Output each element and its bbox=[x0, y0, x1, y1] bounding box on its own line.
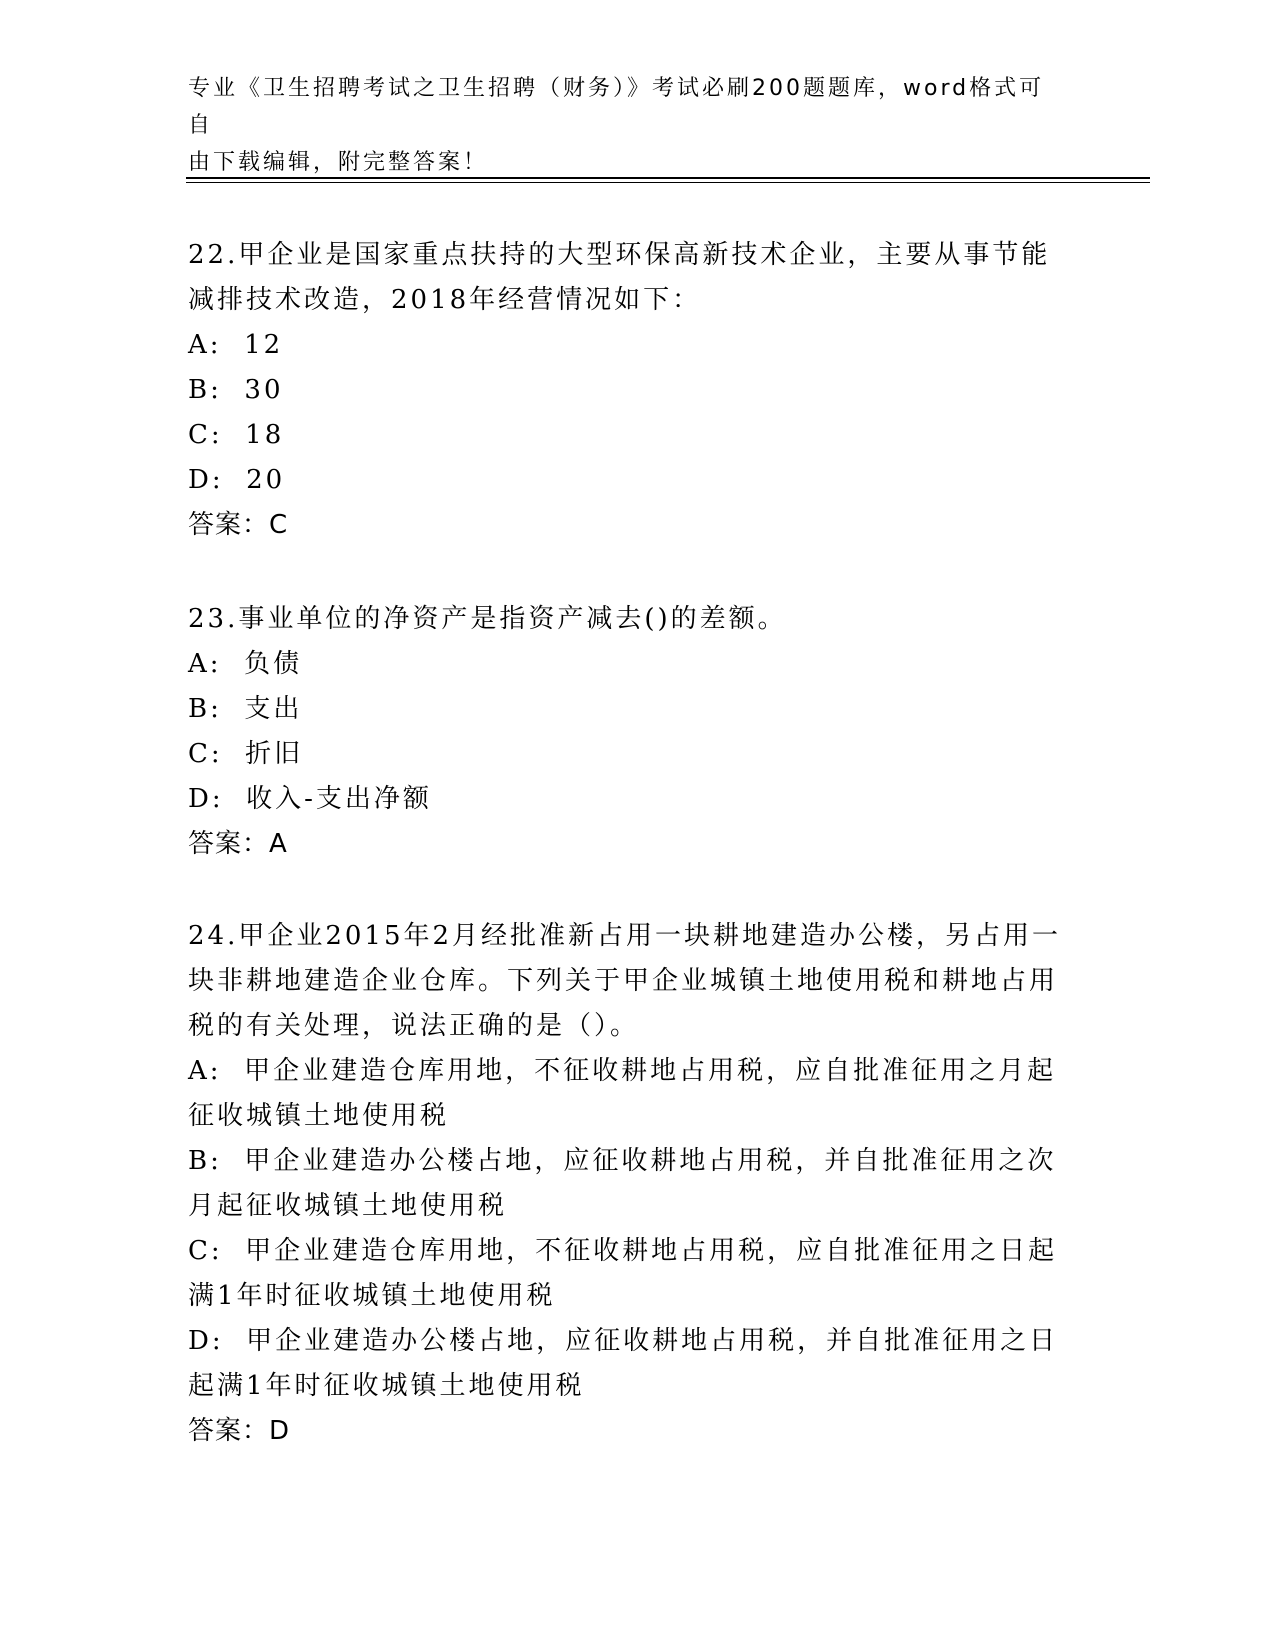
option-b: B: 甲企业建造办公楼占地，应征收耕地占用税，并自批准征用之次月起征收城镇土地使用税 bbox=[188, 1146, 1057, 1221]
answer-label: 答案：A bbox=[188, 829, 288, 859]
option-a: A: 负债 bbox=[188, 649, 303, 679]
question-text: 23.事业单位的净资产是指资产减去()的差额。 bbox=[188, 604, 787, 634]
option-a: A: 12 bbox=[188, 330, 284, 360]
answer-label: 答案：C bbox=[188, 510, 289, 540]
header-divider-thin bbox=[186, 182, 1150, 183]
question-text: 22.甲企业是国家重点扶持的大型环保高新技术企业，主要从事节能减排技术改造，2018年经营情况如下： bbox=[188, 240, 1051, 315]
document-header bbox=[188, 70, 1068, 181]
question-text: 24.甲企业2015年2月经批准新占用一块耕地建造办公楼，另占用一块非耕地建造企业仓库。下列关于甲企业城镇土地使用税和耕地占用税的有关处理，说法正确的是（）。 bbox=[188, 921, 1062, 1041]
question-23 bbox=[188, 597, 1078, 867]
option-c: C: 折旧 bbox=[188, 739, 304, 769]
question-22 bbox=[188, 233, 1078, 548]
option-b: B: 支出 bbox=[188, 694, 303, 724]
option-c: C: 甲企业建造仓库用地，不征收耕地占用税，应自批准征用之日起满1年时征收城镇土地使用税 bbox=[188, 1236, 1058, 1311]
header-divider-thick bbox=[186, 177, 1150, 179]
option-d: D: 20 bbox=[188, 465, 286, 495]
answer-label: 答案：D bbox=[188, 1416, 291, 1446]
option-a: A: 甲企业建造仓库用地，不征收耕地占用税，应自批准征用之月起征收城镇土地使用税 bbox=[188, 1056, 1057, 1131]
option-d: D: 收入-支出净额 bbox=[188, 784, 432, 814]
header-line-2: 由下载编辑，附完整答案！ bbox=[188, 150, 489, 175]
question-24 bbox=[188, 914, 1078, 1454]
option-d: D: 甲企业建造办公楼占地，应征收耕地占用税，并自批准征用之日起满1年时征收城镇土地使用税 bbox=[188, 1326, 1059, 1401]
option-b: B: 30 bbox=[188, 375, 284, 405]
option-c: C: 18 bbox=[188, 420, 285, 450]
header-line-1: 专业《卫生招聘考试之卫生招聘（财务）》考试必刷200题题库，word格式可自 bbox=[188, 76, 1045, 138]
